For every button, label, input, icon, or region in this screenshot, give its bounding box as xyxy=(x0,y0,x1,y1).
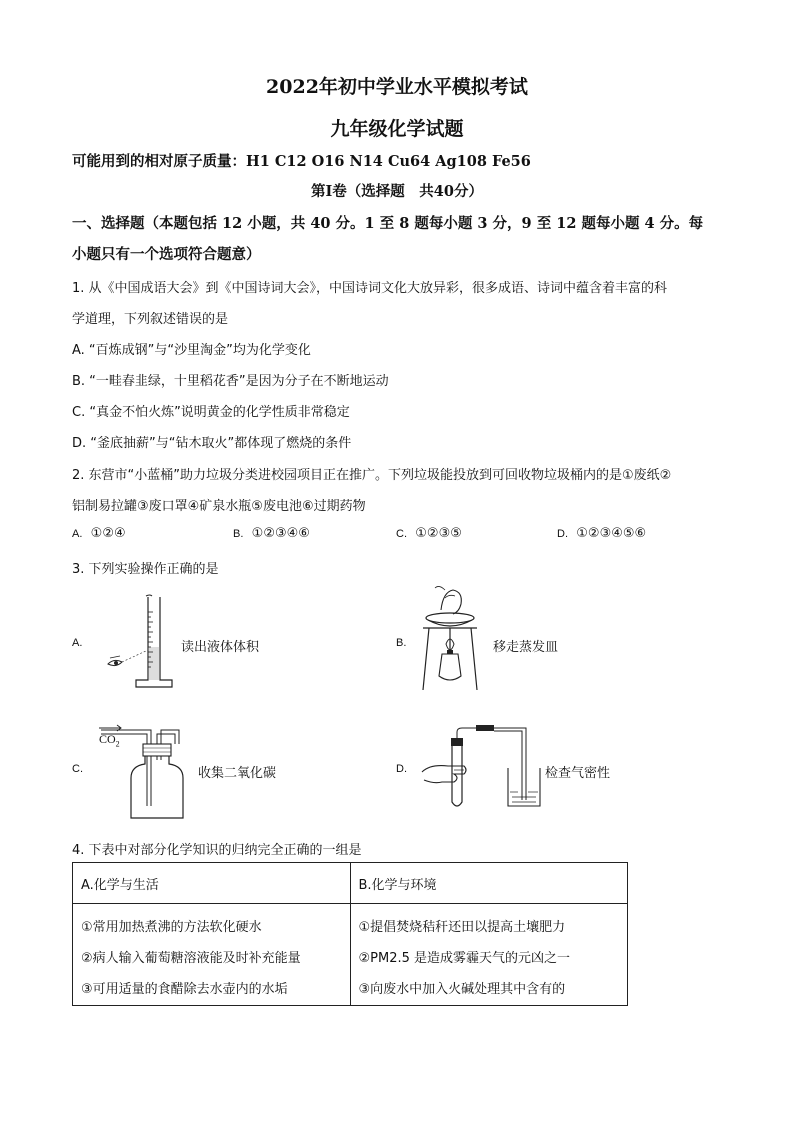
q3-option-b-letter: B. xyxy=(396,637,407,649)
q2-option-d-text: ①②③④⑤⑥ xyxy=(576,526,647,541)
list-item: ③向废水中加入火碱处理其中含有的 xyxy=(358,982,566,997)
q3-option-c-letter: C. xyxy=(72,763,83,775)
co2-label: $CO_2$ xyxy=(99,732,120,749)
q2-option-d xyxy=(557,526,646,541)
q2-option-c-text: ①②③⑤ xyxy=(415,526,462,541)
q3-stem: 3. 下列实验操作正确的是 xyxy=(72,562,219,577)
atomic-masses: 可能用到的相对原子质量：H1 C12 O16 N14 Cu64 Ag108 Fe56 xyxy=(72,153,531,170)
table-header-row xyxy=(73,863,628,904)
hand-icon xyxy=(422,766,466,783)
table-header-life: A.化学与生活 xyxy=(73,863,351,904)
part1-heading-line1: 一、选择题（本题包括 12 小题，共 40 分。1 至 8 题每小题 3 分，9 至 12 题每小题 4 分。每 xyxy=(72,215,704,232)
section-heading: 第Ⅰ卷（选择题 共40分） xyxy=(311,183,483,200)
q3-option-a-caption: 读出液体体积 xyxy=(181,640,260,655)
q2-option-b-text: ①②③④⑥ xyxy=(251,526,310,541)
q1-option-a: A. “百炼成钢”与“沙里淘金”均为化学变化 xyxy=(72,343,311,358)
q1-stem-line2: 学道理，下列叙述错误的是 xyxy=(72,312,229,327)
q2-option-a xyxy=(72,526,126,541)
q1-option-c: C. “真金不怕火炼”说明黄金的化学性质非常稳定 xyxy=(72,405,350,420)
list-item: ①常用加热煮沸的方法软化硬水 xyxy=(81,920,262,935)
q4-stem: 4. 下表中对部分化学知识的归纳完全正确的一组是 xyxy=(72,843,362,858)
list-item: ①提倡焚烧秸秆还田以提高土壤肥力 xyxy=(358,920,566,935)
gas-bottle-illustration xyxy=(95,720,195,822)
q3-option-c-caption: 收集二氧化碳 xyxy=(198,766,277,781)
list-item: ③可用适量的食醋除去水壶内的水垢 xyxy=(81,982,288,997)
hand-icon xyxy=(435,586,461,614)
knowledge-summary-table xyxy=(72,862,628,1006)
q2-option-a-text: ①②④ xyxy=(90,526,126,541)
q2-option-a-letter: A. xyxy=(72,528,83,540)
exam-subtitle: 九年级化学试题 xyxy=(330,118,464,140)
q2-option-c-letter: C. xyxy=(396,528,407,540)
q1-option-d: D. “釜底抽薪”与“钻木取火”都体现了燃烧的条件 xyxy=(72,436,352,451)
table-cell-environment xyxy=(350,904,628,1006)
list-item: ②PM2.5 是造成雾霾天气的元凶之一 xyxy=(358,951,571,966)
q3-option-d-caption: 检查气密性 xyxy=(545,766,611,781)
exam-title: 2022年初中学业水平模拟考试 xyxy=(266,76,528,98)
table-header-environment: B.化学与环境 xyxy=(350,863,628,904)
q2-stem-line2: 铝制易拉罐③废口罩④矿泉水瓶⑤废电池⑥过期药物 xyxy=(72,499,366,514)
q2-option-b xyxy=(233,526,310,541)
list-item: ②病人输入葡萄糖溶液能及时补充能量 xyxy=(81,951,301,966)
eye-icon xyxy=(108,650,148,666)
table-row xyxy=(73,904,628,1006)
graduated-cylinder-illustration xyxy=(100,592,180,692)
table-cell-life xyxy=(73,904,351,1006)
q3-option-a-letter: A. xyxy=(72,637,83,649)
q2-option-d-letter: D. xyxy=(557,528,568,540)
q2-option-c xyxy=(396,526,462,541)
q3-option-d-letter: D. xyxy=(396,763,407,775)
q2-option-b-letter: B. xyxy=(233,528,244,540)
part1-heading-line2: 小题只有一个选项符合题意） xyxy=(72,246,261,263)
airtightness-check-illustration xyxy=(420,722,545,814)
evaporating-dish-illustration xyxy=(415,584,485,696)
q1-stem-line1: 1. 从《中国成语大会》到《中国诗词大会》，中国诗词文化大放异彩，很多成语、诗词中蕴含着丰富的科 xyxy=(72,281,668,296)
q3-option-b-caption: 移走蒸发皿 xyxy=(493,640,559,655)
q1-option-b: B. “一畦春韭绿，十里稻花香”是因为分子在不断地运动 xyxy=(72,374,389,389)
q2-stem-line1: 2. 东营市“小蓝桶”助力垃圾分类进校园项目正在推广。下列垃圾能投放到可回收物垃圾桶内的是①废纸② xyxy=(72,468,672,483)
